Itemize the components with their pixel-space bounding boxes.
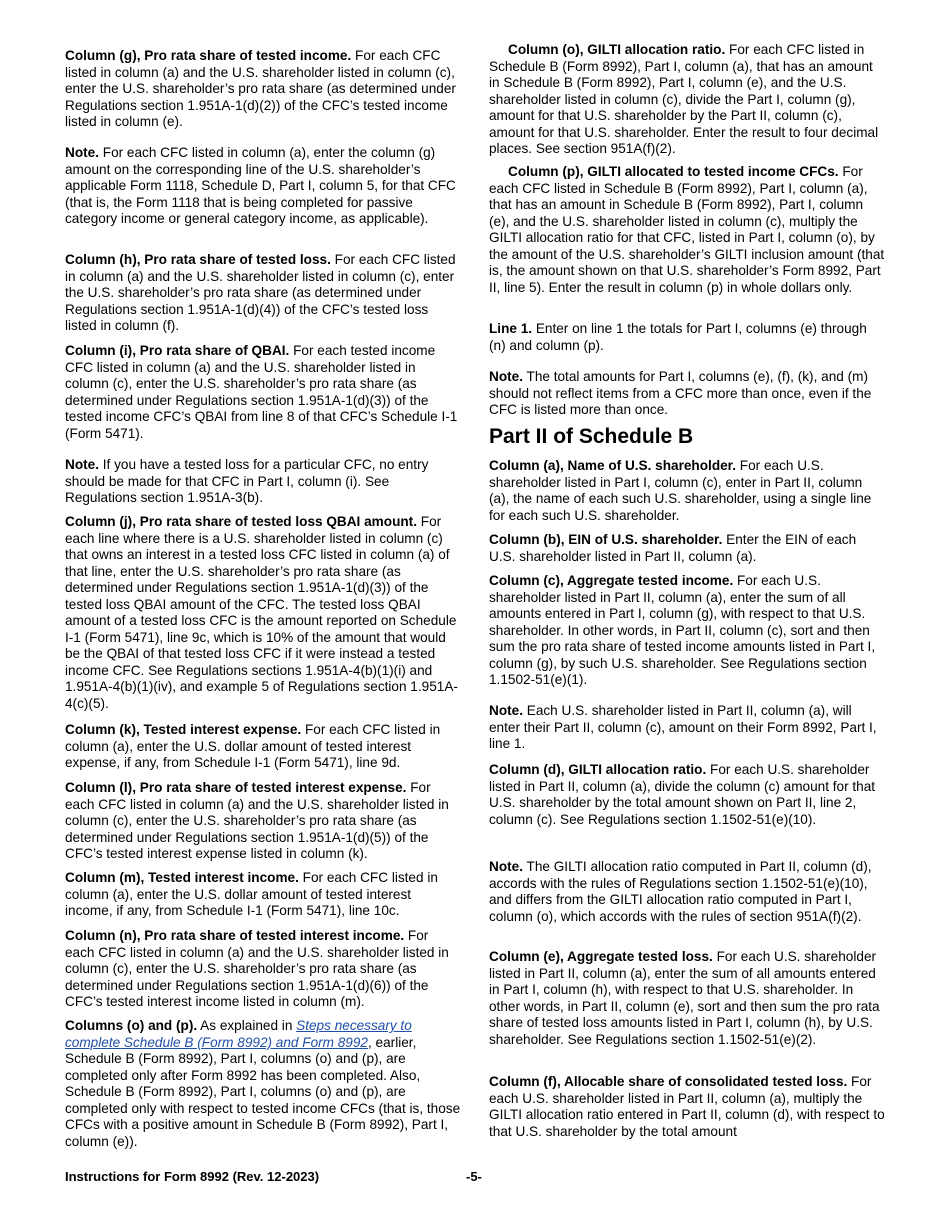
paragraph-text: For each tested income CFC listed in column (a) and the U.S. shareholder listed in column (c), enter the U.S. shareholder’s pro rata share (as determined under Regulations section 1.951A-1(d)(3)) of the tested income CFC’s QBAI from line 8 of that CFC’s Schedule I-1 (Form 5471). — [65, 343, 458, 441]
paragraph-column-n — [65, 928, 461, 1011]
paragraph-text: Enter on line 1 the totals for Part I, columns (e) through (n) and column (p). — [489, 321, 867, 353]
paragraph-heading: Column (i), Pro rata share of QBAI. — [65, 343, 290, 358]
paragraph-heading: Column (b), EIN of U.S. shareholder. — [489, 532, 723, 547]
paragraph-column-f — [489, 1074, 885, 1140]
page-number: -5- — [466, 1169, 482, 1184]
paragraph-heading: Column (a), Name of U.S. shareholder. — [489, 458, 736, 473]
paragraph-heading: Column (f), Allocable share of consolidated tested loss. — [489, 1074, 848, 1089]
paragraph-heading: Column (d), GILTI allocation ratio. — [489, 762, 707, 777]
paragraph-column-m — [65, 870, 461, 920]
paragraph-heading: Line 1. — [489, 321, 533, 336]
paragraph-column-b — [489, 532, 885, 565]
paragraph-heading: Column (g), Pro rata share of tested income. — [65, 48, 352, 63]
paragraph-heading: Column (m), Tested interest income. — [65, 870, 299, 885]
paragraph-text: As explained in — [197, 1018, 297, 1033]
note-label: Note. — [65, 145, 99, 160]
paragraph-column-g — [65, 48, 461, 131]
section-heading-part-ii: Part II of Schedule B — [489, 425, 694, 448]
paragraph-column-e — [489, 949, 885, 1048]
note-label: Note. — [489, 703, 523, 718]
paragraph-text: For each U.S. shareholder listed in Part II, column (a), enter the sum of all amounts entered in Part I, column (h), with respect to that U.S. shareholder. In other words, in Part II, column (e), sort and then sum the pro rata share of tested loss amounts listed in Part I, column (h), by U.S. shareholder. See Regulations section 1.1502-51(e)(2). — [489, 949, 880, 1047]
paragraph-text: For each CFC listed in column (a) and the U.S. shareholder listed in column (c), enter the U.S. shareholder’s pro rata share (as determined under Regulations section 1.951A-1(d)(2)) of the CFC’s tested income listed in column (e). — [65, 48, 456, 129]
paragraph-column-p — [489, 164, 885, 296]
paragraph-heading: Column (k), Tested interest expense. — [65, 722, 302, 737]
paragraph-text: For each U.S. shareholder listed in Part II, column (a), divide the column (c) amount for that U.S. shareholder by the total amount shown on Part II, line 2, column (c). See Regulations section 1.1502-51(e)(10). — [489, 762, 876, 827]
paragraph-text: For each CFC listed in column (a), enter the U.S. dollar amount of tested interest expense, if any, from Schedule I-1 (Form 5471), line 9d. — [65, 722, 441, 770]
paragraph-heading: Columns (o) and (p). — [65, 1018, 198, 1033]
paragraph-column-h — [65, 252, 461, 335]
paragraph-text: Each U.S. shareholder listed in Part II, column (a), will enter their Part II, column (c), amount on their Form 8992, Part I, line 1. — [489, 703, 877, 751]
paragraph-column-i — [65, 343, 461, 442]
note-label: Note. — [65, 457, 99, 472]
note-paragraph — [489, 369, 885, 419]
paragraph-column-l — [65, 780, 461, 863]
paragraph-heading: Column (j), Pro rata share of tested loss QBAI amount. — [65, 514, 417, 529]
paragraph-heading: Column (h), Pro rata share of tested loss. — [65, 252, 331, 267]
paragraph-heading: Column (p), GILTI allocated to tested income CFCs. — [508, 164, 839, 179]
note-paragraph — [489, 859, 885, 925]
paragraph-text: The GILTI allocation ratio computed in Part II, column (d), accords with the rules of Regulations section 1.1502-51(e)(10), and differs from the GILTI allocation ratio computed in Part I, column (o), which accords with the rules of section 951A(f)(2). — [489, 859, 872, 924]
note-label: Note. — [489, 369, 523, 384]
paragraph-line-1 — [489, 321, 885, 354]
paragraph-heading: Column (o), GILTI allocation ratio. — [508, 42, 726, 57]
paragraph-text: For each CFC listed in column (a), enter the U.S. dollar amount of tested interest income, if any, from Schedule I-1 (Form 5471), line 10c. — [65, 870, 438, 918]
paragraph-column-c — [489, 573, 885, 689]
paragraph-heading: Column (n), Pro rata share of tested interest income. — [65, 928, 405, 943]
note-paragraph — [489, 703, 885, 753]
paragraph-text: For each CFC listed in column (a) and the U.S. shareholder listed in column (c), enter the U.S. shareholder’s pro rata share (as determined under Regulations section 1.951A-1(d)(4)) of the CFC’s tested loss listed in column (f). — [65, 252, 456, 333]
paragraph-column-k — [65, 722, 461, 772]
paragraph-text: , earlier, Schedule B (Form 8992), Part I, columns (o) and (p), are completed only after Form 8992 has been completed. Also, Schedule B (Form 8992), Part I, columns (o) and (p), are completed only with respect to tested income CFCs (that is, those CFCs with a positive amount in Schedule B (Form 8992), Part I, column (e)). — [65, 1034, 461, 1149]
note-paragraph — [65, 457, 461, 507]
paragraph-column-a — [489, 458, 885, 524]
paragraph-column-j — [65, 514, 461, 712]
paragraph-text: For each U.S. shareholder listed in Part I, column (c), enter in Part II, column (a), the name of each such U.S. shareholder, using a single line for each such U.S. shareholder. — [489, 458, 872, 523]
paragraph-text: Enter the EIN of each U.S. shareholder listed in Part II, column (a). — [489, 532, 857, 564]
footer-form-title: Instructions for Form 8992 (Rev. 12-2023) — [65, 1169, 320, 1184]
paragraph-text: For each line where there is a U.S. shareholder listed in column (c) that owns an interest in a tested loss CFC listed in column (a) of that line, enter the U.S. shareholder’s pro rata share (as determined under Regulations section 1.951A-1(d)(3)) of the tested loss QBAI amount of the CFC. The tested loss QBAI amount of a tested loss CFC is the amount reported on Schedule I-1 (Form 5471), line 9c, which is 10% of the amount that would be the QBAI of that tested loss CFC if it were instead a tested income CFC. See Regulations sections 1.951A-4(b)(1)(i) and 1.951A-4(b)(1)(iv), and example 5 of Regulations section 1.951A-4(c)(5). — [65, 514, 458, 711]
paragraph-text: For each CFC listed in column (a), enter the column (g) amount on the corresponding line of the U.S. shareholder’s applicable Form 1118, Schedule D, Part I, column 5, for that CFC (that is, the Form 1118 that is being completed for passive category income or general category income, as applicable). — [65, 145, 456, 226]
paragraph-text: For each CFC listed in Schedule B (Form 8992), Part I, column (a), that has an amount in Schedule B (Form 8992), Part I, column (e), and the U.S. shareholder listed in column (c), multiply the GILTI allocation ratio for that CFC, listed in Part I, column (o), by the amount of the U.S. shareholder’s GILTI inclusion amount (that is, the amount shown on that U.S. shareholder’s Form 8992, Part II, line 5). Enter the result in column (p) in whole dollars only. — [489, 164, 885, 295]
paragraph-text: For each CFC listed in column (a) and the U.S. shareholder listed in column (c), enter the U.S. shareholder’s pro rata share (as determined under Regulations section 1.951A-1(d)(6)) of the CFC’s tested interest income listed in column (m). — [65, 928, 449, 1009]
paragraph-text: For each CFC listed in Schedule B (Form 8992), Part I, column (a), that has an amount in Schedule B (Form 8992), Part I, column (e), and the U.S. shareholder listed in column (c), divide the Part I, column (g), amount for that U.S. shareholder by the Part II, column (c), amount for that U.S. shareholder. Enter the result to four decimal places. See section 951A(f)(2). — [489, 42, 879, 156]
note-label: Note. — [489, 859, 523, 874]
paragraph-columns-o-p — [65, 1018, 461, 1150]
paragraph-heading: Column (l), Pro rata share of tested interest expense. — [65, 780, 407, 795]
paragraph-text: If you have a tested loss for a particular CFC, no entry should be made for that CFC in Part I, column (i). See Regulations section 1.951A-3(b). — [65, 457, 429, 505]
paragraph-text: For each U.S. shareholder listed in Part II, column (a), enter the sum of all amounts entered in Part I, column (g), with respect to that U.S. shareholder. In other words, in Part II, column (c), sort and then sum the pro rata share of tested income amounts listed in Part I, column (g), by such U.S. shareholder. See Regulations section 1.1502-51(e)(1). — [489, 573, 876, 687]
paragraph-column-d — [489, 762, 885, 828]
note-paragraph — [65, 145, 461, 228]
paragraph-text: For each CFC listed in column (a) and the U.S. shareholder listed in column (c), enter the U.S. shareholder’s pro rata share (as determined under Regulations section 1.951A-1(d)(5)) of the CFC’s tested interest expense listed in column (k). — [65, 780, 449, 861]
paragraph-text: The total amounts for Part I, columns (e), (f), (k), and (m) should not reflect items from a CFC more than once, even if the CFC is listed more than once. — [489, 369, 872, 417]
paragraph-heading: Column (c), Aggregate tested income. — [489, 573, 734, 588]
paragraph-text: For each U.S. shareholder listed in Part II, column (a), multiply the GILTI allocation ratio entered in Part II, column (d), with respect to that U.S. shareholder by the total amount — [489, 1074, 885, 1139]
steps-necessary-link[interactable]: Steps necessary to complete Schedule B (Form 8992) and Form 8992 — [65, 1018, 412, 1050]
paragraph-heading: Column (e), Aggregate tested loss. — [489, 949, 713, 964]
paragraph-column-o — [489, 42, 885, 158]
